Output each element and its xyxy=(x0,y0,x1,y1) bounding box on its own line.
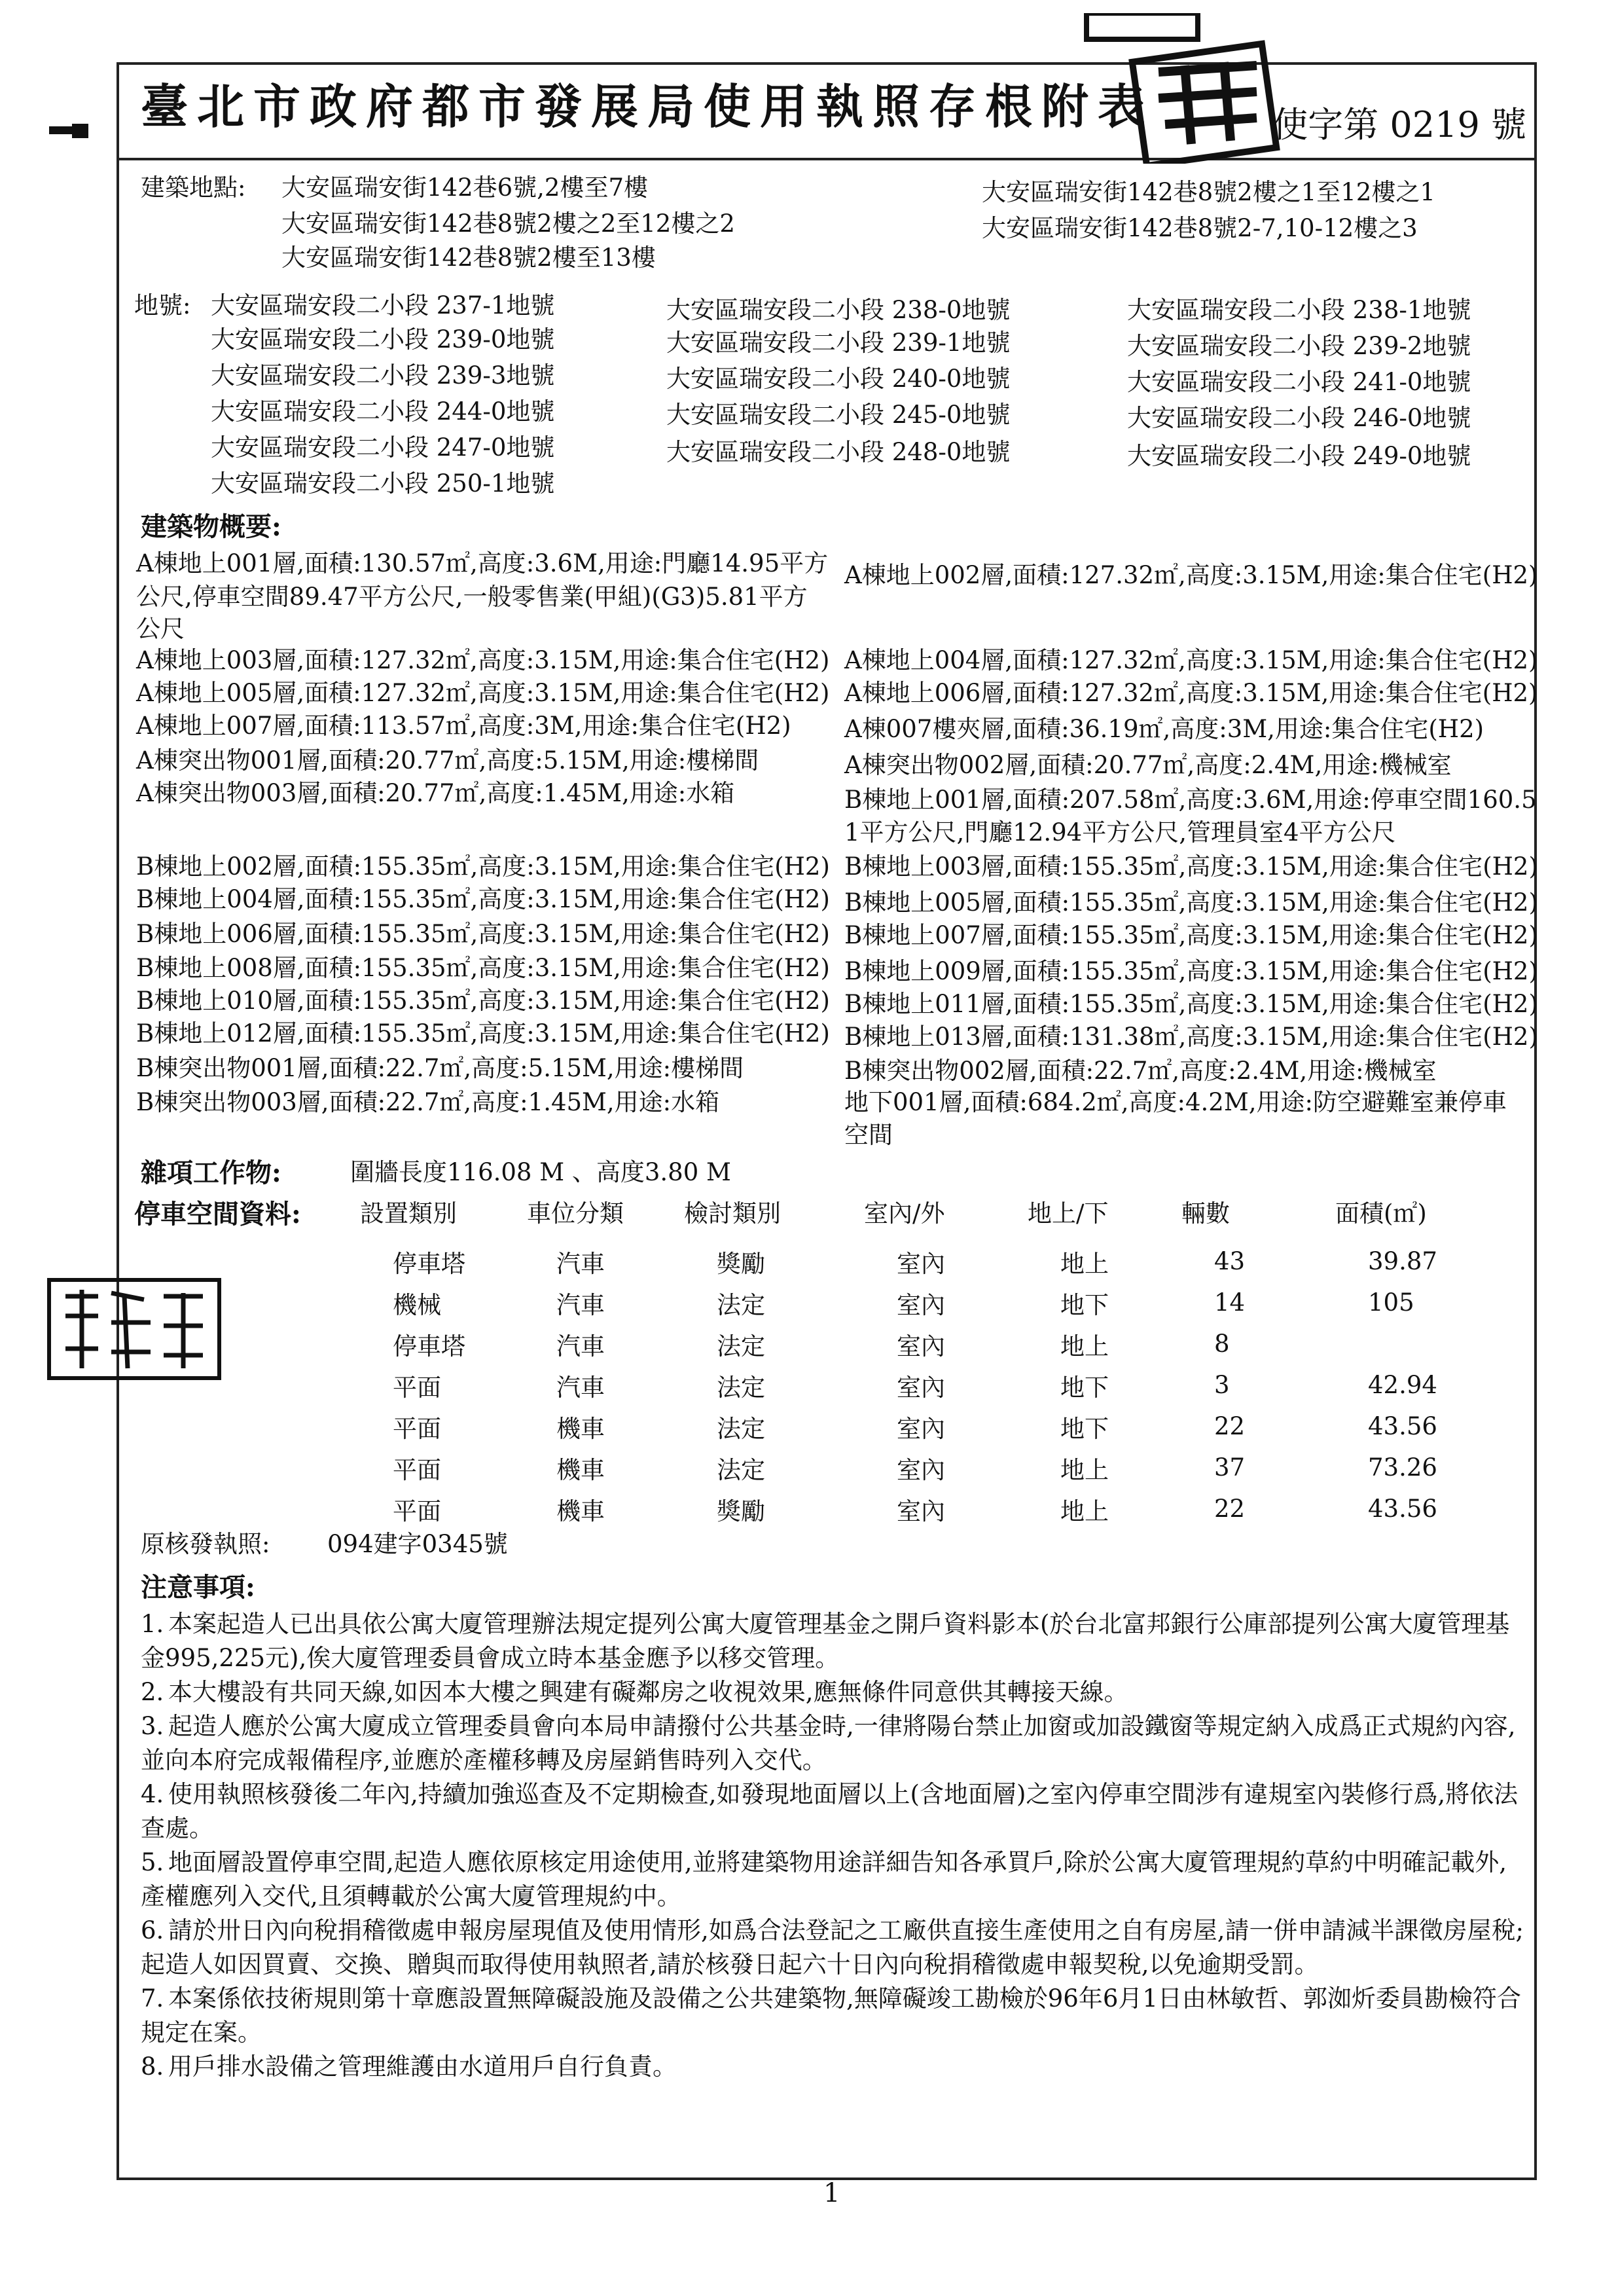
overview-item: B棟地上008層,面積:155.35㎡,高度:3.15M,用途:集合住宅(H2) xyxy=(136,954,830,982)
parking-cell: 平面 xyxy=(393,1497,441,1525)
overview-item: 公尺 xyxy=(136,615,185,643)
lot-number: 大安區瑞安段二小段 248-0地號 xyxy=(666,438,1011,466)
lot-number: 大安區瑞安段二小段 239-3地號 xyxy=(211,361,555,390)
lot-number: 大安區瑞安段二小段 238-1地號 xyxy=(1127,296,1471,324)
parking-row xyxy=(393,1447,1499,1488)
parking-label: 停車空間資料: xyxy=(134,1199,301,1230)
lot-number: 大安區瑞安段二小段 245-0地號 xyxy=(666,401,1011,429)
notes-list xyxy=(141,1607,1525,2084)
lot-number: 大安區瑞安段二小段 239-2地號 xyxy=(1127,332,1471,360)
parking-cell: 3 xyxy=(1214,1371,1230,1399)
parking-cell: 機車 xyxy=(556,1414,605,1443)
overview-item: 地下001層,面積:684.2㎡,高度:4.2M,用途:防空避難室兼停車 xyxy=(844,1088,1507,1116)
parking-header: 檢討類別 xyxy=(684,1199,781,1228)
permit-number: 使字第 0219 號 xyxy=(1272,104,1526,145)
parking-cell: 地上 xyxy=(1060,1332,1109,1360)
overview-item: B棟地上005層,面積:155.35㎡,高度:3.15M,用途:集合住宅(H2) xyxy=(844,888,1538,917)
page-title: 臺北市政府都市發展局使用執照存根附表 xyxy=(141,79,1155,134)
overview-item: A棟地上002層,面積:127.32㎡,高度:3.15M,用途:集合住宅(H2) xyxy=(844,561,1538,589)
address-line: 大安區瑞安街142巷8號2-7,10-12樓之3 xyxy=(982,214,1418,242)
parking-cell: 14 xyxy=(1214,1288,1246,1317)
overview-item: A棟地上007層,面積:113.57㎡,高度:3M,用途:集合住宅(H2) xyxy=(136,712,791,740)
parking-header: 設置類別 xyxy=(360,1199,457,1228)
parking-row xyxy=(393,1406,1499,1447)
overview-item: B棟地上010層,面積:155.35㎡,高度:3.15M,用途:集合住宅(H2) xyxy=(136,987,830,1015)
parking-cell xyxy=(1368,1323,1499,1364)
approval-stamp xyxy=(1060,13,1296,164)
parking-cell: 22 xyxy=(1214,1495,1246,1523)
parking-cell: 機車 xyxy=(556,1455,605,1484)
lot-number: 大安區瑞安段二小段 241-0地號 xyxy=(1127,368,1471,396)
address-line: 大安區瑞安街142巷8號2樓之2至12樓之2 xyxy=(281,210,735,238)
parking-cell: 平面 xyxy=(393,1455,441,1484)
note-item: 4. 使用執照核發後二年內,持續加強巡查及不定期檢查,如發現地面層以上(含地面層)之室內停車空間涉有違規室內裝修行爲,將依法查處。 xyxy=(141,1780,1519,1842)
parking-cell: 室內 xyxy=(897,1332,945,1360)
parking-cell: 室內 xyxy=(897,1455,945,1484)
overview-item: A棟地上001層,面積:130.57㎡,高度:3.6M,用途:門廳14.95平方 xyxy=(136,549,829,577)
overview-item: A棟突出物003層,面積:20.77㎡,高度:1.45M,用途:水箱 xyxy=(136,779,735,807)
parking-cell: 室內 xyxy=(897,1497,945,1525)
parking-cell: 室內 xyxy=(897,1249,945,1278)
parking-cell: 地上 xyxy=(1060,1455,1109,1484)
parking-cell: 地上 xyxy=(1060,1249,1109,1278)
lot-number: 大安區瑞安段二小段 249-0地號 xyxy=(1127,442,1471,470)
parking-cell: 法定 xyxy=(717,1414,765,1443)
overview-item: A棟突出物002層,面積:20.77㎡,高度:2.4M,用途:機械室 xyxy=(844,751,1452,779)
parking-cell: 平面 xyxy=(393,1373,441,1402)
parking-cell: 室內 xyxy=(897,1373,945,1402)
parking-cell: 室內 xyxy=(897,1290,945,1319)
overview-item: A棟地上003層,面積:127.32㎡,高度:3.15M,用途:集合住宅(H2) xyxy=(136,646,830,674)
parking-cell: 8 xyxy=(1214,1330,1230,1358)
overview-item: B棟地上013層,面積:131.38㎡,高度:3.15M,用途:集合住宅(H2) xyxy=(844,1023,1538,1051)
parking-row xyxy=(393,1488,1499,1529)
parking-header: 室內/外 xyxy=(864,1199,945,1228)
overview-item: B棟地上007層,面積:155.35㎡,高度:3.15M,用途:集合住宅(H2) xyxy=(844,921,1538,949)
overview-item: B棟地上004層,面積:155.35㎡,高度:3.15M,用途:集合住宅(H2) xyxy=(136,885,830,913)
parking-header: 車位分類 xyxy=(527,1199,624,1228)
parking-cell: 汽車 xyxy=(556,1290,605,1319)
parking-cell: 43.56 xyxy=(1368,1495,1437,1523)
parking-cell: 地下 xyxy=(1060,1290,1109,1319)
overview-item: A棟地上006層,面積:127.32㎡,高度:3.15M,用途:集合住宅(H2) xyxy=(844,679,1538,707)
parking-cell: 法定 xyxy=(717,1332,765,1360)
parking-cell: 機車 xyxy=(556,1497,605,1525)
overview-item: B棟突出物002層,面積:22.7㎡,高度:2.4M,用途:機械室 xyxy=(844,1057,1437,1085)
overview-item: B棟地上009層,面積:155.35㎡,高度:3.15M,用途:集合住宅(H2) xyxy=(844,957,1538,985)
parking-cell: 停車塔 xyxy=(393,1332,465,1360)
parking-cell: 汽車 xyxy=(556,1332,605,1360)
lot-number: 大安區瑞安段二小段 246-0地號 xyxy=(1127,404,1471,432)
notes-label: 注意事項: xyxy=(141,1572,255,1603)
overview-item: B棟地上006層,面積:155.35㎡,高度:3.15M,用途:集合住宅(H2) xyxy=(136,920,830,948)
overview-item: B棟突出物003層,面積:22.7㎡,高度:1.45M,用途:水箱 xyxy=(136,1088,720,1116)
misc-value: 圍牆長度116.08 M 、高度3.80 M xyxy=(350,1158,731,1186)
seam-stamp xyxy=(46,1277,223,1381)
overview-item: A棟地上005層,面積:127.32㎡,高度:3.15M,用途:集合住宅(H2) xyxy=(136,679,830,707)
overview-item: B棟地上012層,面積:155.35㎡,高度:3.15M,用途:集合住宅(H2) xyxy=(136,1019,830,1048)
parking-cell: 地下 xyxy=(1060,1373,1109,1402)
lot-number: 大安區瑞安段二小段 238-0地號 xyxy=(666,296,1011,324)
lot-number: 大安區瑞安段二小段 247-0地號 xyxy=(211,433,555,462)
lot-number: 大安區瑞安段二小段 239-0地號 xyxy=(211,325,555,354)
parking-cell: 地上 xyxy=(1060,1497,1109,1525)
parking-header: 面積(㎡) xyxy=(1335,1199,1427,1228)
original-permit-value: 094建字0345號 xyxy=(327,1530,508,1558)
parking-cell: 43 xyxy=(1214,1247,1246,1275)
overview-item: 1平方公尺,門廳12.94平方公尺,管理員室4平方公尺 xyxy=(844,818,1396,847)
note-item: 1. 本案起造人已出具依公寓大廈管理辦法規定提列公寓大廈管理基金之開戶資料影本(於台北富邦銀行公庫部提列公寓大廈管理基金995,225元),俟大廈管理委員會成立時本基金應予以移交管理。 xyxy=(141,1610,1510,1672)
overview-item: 公尺,停車空間89.47平方公尺,一般零售業(甲組)(G3)5.81平方 xyxy=(136,583,808,611)
note-item: 8. 用戶排水設備之管理維護由水道用戶自行負責。 xyxy=(141,2052,677,2081)
parking-row xyxy=(393,1323,1499,1364)
overview-item: B棟地上002層,面積:155.35㎡,高度:3.15M,用途:集合住宅(H2) xyxy=(136,852,830,881)
overview-item: B棟地上003層,面積:155.35㎡,高度:3.15M,用途:集合住宅(H2) xyxy=(844,852,1538,881)
note-item: 6. 請於卅日內向稅捐稽徵處申報房屋現值及使用情形,如爲合法登記之工廠供直接生產使用之自有房屋,請一併申請減半課徵房屋稅;起造人如因買賣、交換、贈與而取得使用執照者,請於核發日起六十日內向稅捐稽徵處申報契稅,以免逾期受罰。 xyxy=(141,1916,1524,1978)
parking-cell: 汽車 xyxy=(556,1249,605,1278)
parking-cell: 機械 xyxy=(393,1290,441,1319)
note-item: 5. 地面層設置停車空間,起造人應依原核定用途使用,並將建築物用途詳細告知各承買戶,除於公寓大廈管理規約草約中明確記載外,產權應列入交代,且須轉載於公寓大廈管理規約中。 xyxy=(141,1848,1507,1910)
lot-number: 大安區瑞安段二小段 237-1地號 xyxy=(211,291,555,319)
overview-item: A棟地上004層,面積:127.32㎡,高度:3.15M,用途:集合住宅(H2) xyxy=(844,646,1538,674)
lot-number: 大安區瑞安段二小段 240-0地號 xyxy=(666,365,1011,393)
parking-cell: 法定 xyxy=(717,1290,765,1319)
parking-cell: 22 xyxy=(1214,1412,1246,1440)
lot-number: 大安區瑞安段二小段 250-1地號 xyxy=(211,469,555,498)
parking-cell: 42.94 xyxy=(1368,1371,1437,1399)
address-line: 大安區瑞安街142巷8號2樓之1至12樓之1 xyxy=(982,178,1435,206)
overview-item: A棟007樓夾層,面積:36.19㎡,高度:3M,用途:集合住宅(H2) xyxy=(844,715,1484,743)
overview-item: B棟突出物001層,面積:22.7㎡,高度:5.15M,用途:樓梯間 xyxy=(136,1054,744,1082)
parking-cell: 停車塔 xyxy=(393,1249,465,1278)
note-item: 2. 本大樓設有共同天線,如因本大樓之興建有礙鄰房之收視效果,應無條件同意供其轉接天線。 xyxy=(141,1678,1128,1706)
parking-cell: 法定 xyxy=(717,1455,765,1484)
parking-cell: 平面 xyxy=(393,1414,441,1443)
misc-label: 雜項工作物: xyxy=(141,1157,281,1188)
parking-cell: 43.56 xyxy=(1368,1412,1437,1440)
overview-label: 建築物概要: xyxy=(141,511,281,542)
parking-cell: 汽車 xyxy=(556,1373,605,1402)
overview-item: B棟地上001層,面積:207.58㎡,高度:3.6M,用途:停車空間160.5 xyxy=(844,786,1537,814)
scan-mark xyxy=(46,121,92,141)
parking-row xyxy=(393,1241,1499,1282)
parking-cell: 105 xyxy=(1368,1288,1414,1317)
lot-number: 大安區瑞安段二小段 239-1地號 xyxy=(666,329,1011,357)
parking-table xyxy=(393,1241,1499,1529)
overview-item: 空間 xyxy=(844,1121,893,1149)
parking-cell: 法定 xyxy=(717,1373,765,1402)
parking-row xyxy=(393,1364,1499,1406)
parking-cell: 室內 xyxy=(897,1414,945,1443)
parking-cell: 37 xyxy=(1214,1453,1246,1482)
overview-item: B棟地上011層,面積:155.35㎡,高度:3.15M,用途:集合住宅(H2) xyxy=(844,990,1538,1018)
parking-cell: 73.26 xyxy=(1368,1453,1437,1482)
parking-cell: 獎勵 xyxy=(717,1497,765,1525)
address-line: 大安區瑞安街142巷6號,2樓至7樓 xyxy=(281,173,649,202)
address-label: 建築地點: xyxy=(141,173,246,202)
original-permit-label: 原核發執照: xyxy=(141,1530,270,1558)
address-line: 大安區瑞安街142巷8號2樓至13樓 xyxy=(281,244,656,272)
note-item: 3. 起造人應於公寓大廈成立管理委員會向本局申請撥付公共基金時,一律將陽台禁止加窗或加設鐵窗等規定納入成爲正式規約內容,並向本府完成報備程序,並應於產權移轉及房屋銷售時列入交代。 xyxy=(141,1712,1516,1774)
parking-cell: 39.87 xyxy=(1368,1247,1437,1275)
parking-header: 地上/下 xyxy=(1028,1199,1109,1228)
parking-cell: 地下 xyxy=(1060,1414,1109,1443)
note-item: 7. 本案係依技術規則第十章應設置無障礙設施及設備之公共建築物,無障礙竣工勘檢於96年6月1日由林敏哲、郭洳炘委員勘檢符合規定在案。 xyxy=(141,1984,1521,2047)
parking-row xyxy=(393,1282,1499,1323)
overview-item: A棟突出物001層,面積:20.77㎡,高度:5.15M,用途:樓梯間 xyxy=(136,746,759,774)
lot-number: 大安區瑞安段二小段 244-0地號 xyxy=(211,397,555,426)
parking-cell: 獎勵 xyxy=(717,1249,765,1278)
lot-label: 地號: xyxy=(134,291,191,319)
page-number: 1 xyxy=(823,2178,840,2208)
parking-header: 輛數 xyxy=(1181,1199,1230,1228)
